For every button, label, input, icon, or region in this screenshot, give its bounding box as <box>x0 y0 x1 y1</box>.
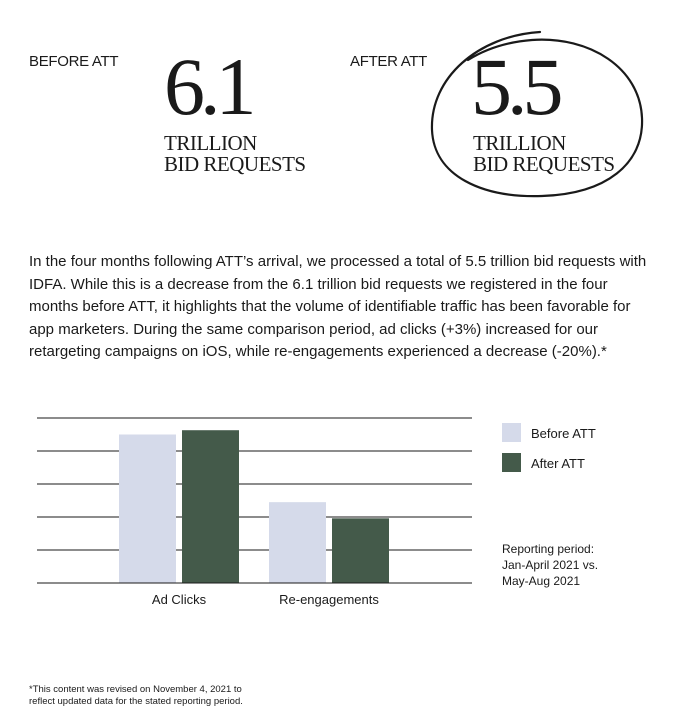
bar-ad-clicks-after-att <box>182 430 239 583</box>
footnote-line2: reflect updated data for the stated reporting period. <box>29 696 243 707</box>
after-att-label: AFTER ATT <box>350 53 428 70</box>
legend-label-after-att: After ATT <box>531 456 585 471</box>
after-att-unit <box>473 133 615 175</box>
bar-re-engagements-after-att <box>332 518 389 583</box>
x-tick-label: Re-engagements <box>279 592 379 607</box>
after-att-unit-line2: BID REQUESTS <box>473 152 615 176</box>
bar-ad-clicks-before-att <box>119 435 176 584</box>
body-paragraph: In the four months following ATT’s arrival, we processed a total of 5.5 trillion bid requests with IDFA. While this is a decrease from the 6.1 trillion bid requests we registered in the four months before ATT, it highlights that the volume of identifiable traffic has been favorable for app marketers. During the same comparison period, ad clicks (+3%) increased for our retargeting campaigns on iOS, while re-engagements experienced a decrease (-20%).* <box>29 253 647 360</box>
before-att-unit-line1: TRILLION <box>164 131 257 155</box>
before-att-unit <box>164 133 306 175</box>
before-att-label: BEFORE ATT <box>29 53 119 70</box>
legend-swatch-after-att <box>502 453 521 472</box>
before-att-value: 6.1 <box>164 41 252 132</box>
before-att-unit-line2: BID REQUESTS <box>164 152 306 176</box>
bar-re-engagements-before-att <box>269 502 326 583</box>
after-att-value: 5.5 <box>471 41 559 132</box>
footnote-line1: *This content was revised on November 4, 2021 to <box>29 684 242 695</box>
reporting-period-note <box>502 541 672 589</box>
reporting-period-line2: Jan-April 2021 vs. <box>502 558 599 572</box>
after-att-unit-line1: TRILLION <box>473 131 566 155</box>
x-tick-label: Ad Clicks <box>151 592 207 607</box>
legend-label-before-att: Before ATT <box>531 426 596 441</box>
footnote <box>29 684 309 708</box>
legend-swatch-before-att <box>502 423 521 442</box>
reporting-period-line1: Reporting period: <box>502 542 595 556</box>
reporting-period-line3: May-Aug 2021 <box>502 574 581 588</box>
